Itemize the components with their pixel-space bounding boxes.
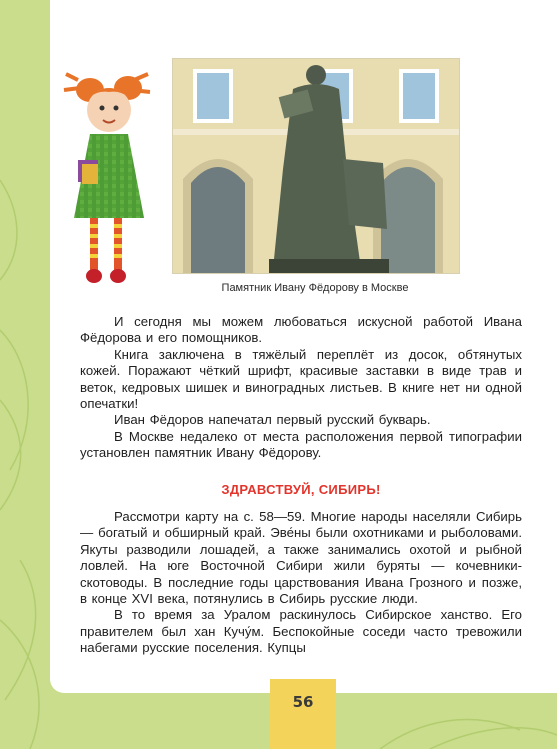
text-block-bottom xyxy=(80,509,522,657)
girl-illustration xyxy=(60,68,152,290)
monument-photo xyxy=(172,58,460,274)
page-number-box xyxy=(270,679,336,749)
paragraph: Книга заключена в тяжёлый переплёт из досок, обтянутых кожей. Поражают чёткий шрифт, красивые заставки в виде трав и веток, кедровых шишек и виноградных листьев. В книге нет ни одной опечатки! xyxy=(80,346,522,412)
paragraph: Рассмотри карту на с. 58—59. Многие народы населяли Сибирь — богатый и обширный край. Эве́ны были охотниками и рыболовами. Якуты разводили лошадей, а также занимались охотой и рыбной ловлей. На юге Восточной Сибири жили буряты — кочевники-скотоводы. В последние годы царствования Ивана Грозного и позже, в конце XVI века, потянулись в Сибирь русские люди. xyxy=(80,509,522,607)
paragraph: И сегодня мы можем любоваться искусной работой Ивана Фёдорова и его помощников. xyxy=(80,314,522,346)
paragraph: В Москве недалеко от места расположения первой типографии установлен памятник Ивану Фёдорову. xyxy=(80,428,522,461)
paragraph: Иван Фёдоров напечатал первый русский букварь. xyxy=(114,412,431,428)
section-heading: ЗДРАВСТВУЙ, СИБИРЬ! xyxy=(221,482,381,497)
photo-caption: Памятник Ивану Фёдорову в Москве xyxy=(221,282,409,294)
paragraph: В то время за Уралом раскинулось Сибирское ханство. Его правителем был хан Кучу́м. Беспокойные соседи часто тревожили набегами русские поселения. Купцы xyxy=(80,607,522,656)
text-block-top xyxy=(80,314,522,462)
page-number: 56 xyxy=(292,693,314,711)
